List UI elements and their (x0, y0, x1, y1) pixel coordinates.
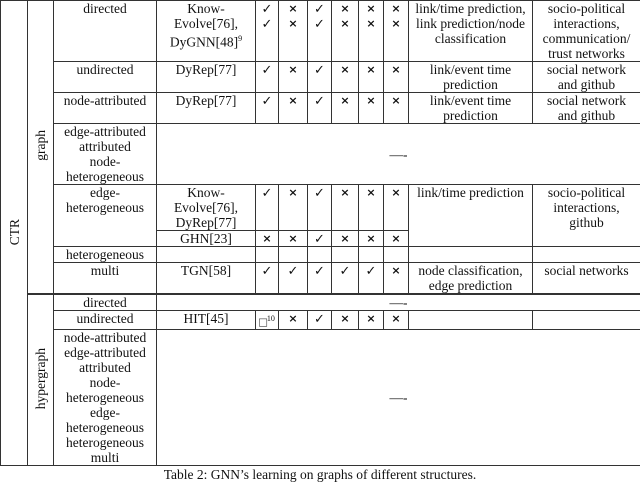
mark: ✓ (308, 62, 332, 93)
mark: × (332, 311, 359, 330)
no-method-dash: —- (157, 330, 640, 466)
empty-cell (279, 247, 308, 263)
type-cell: undirected (54, 311, 157, 330)
table-row (1, 247, 640, 263)
task-cell: link/event time prediction (409, 62, 533, 93)
mark: × (359, 311, 384, 330)
type-cell: directed (54, 1, 157, 62)
mark: ✓ (308, 263, 332, 295)
empty-cell (409, 311, 533, 330)
method-cell: TGN[58] (157, 263, 256, 295)
type-cell: edge- heterogeneous (54, 185, 157, 247)
table-row (1, 124, 640, 185)
method-cell (157, 1, 256, 62)
type-cell: node-attributed edge-attributed attributed node- heterogeneous edge- heterogeneous heterogeneous multi (54, 330, 157, 466)
mark: × (359, 62, 384, 93)
mark: ✓ (256, 185, 279, 231)
group-graph (28, 1, 54, 295)
mark: × (332, 231, 359, 247)
mark: × (279, 311, 308, 330)
mark: ✓ (256, 62, 279, 93)
mark: × (256, 231, 279, 247)
mark: × (384, 311, 409, 330)
app-cell: social network and github (533, 62, 640, 93)
mark: × (332, 62, 359, 93)
mark: ✓ (308, 93, 332, 124)
method-text: Know- Evolve[76], DyGNN[48] (170, 1, 238, 50)
mark: × (359, 185, 384, 231)
method-cell: Know- Evolve[76], DyRep[77] (157, 185, 256, 231)
footnote: 10 (267, 314, 275, 323)
mark (256, 311, 279, 330)
mark: × (359, 231, 384, 247)
empty-cell (332, 247, 359, 263)
mark: × (384, 185, 409, 231)
no-method-dash: —- (157, 124, 640, 185)
table-caption: Table 2: GNN’s learning on graphs of different structures. (0, 467, 640, 483)
mark: × (384, 93, 409, 124)
group-label: hypergraph (33, 348, 48, 409)
method-cell: GHN[23] (157, 231, 256, 247)
mark: ✓ (359, 263, 384, 295)
mark: × × (279, 1, 308, 62)
table-row (1, 330, 640, 466)
mark: × (332, 93, 359, 124)
task-cell: node classification, edge prediction (409, 263, 533, 295)
mark: × (332, 185, 359, 231)
mark: ✓ (308, 311, 332, 330)
group-ctr (1, 1, 28, 466)
mark: × × (384, 1, 409, 62)
mark: × (384, 62, 409, 93)
table-row (1, 263, 640, 295)
table-row (1, 185, 640, 231)
mark: ✓ (256, 263, 279, 295)
partial-mark: □ (259, 314, 267, 329)
mark: × × (332, 1, 359, 62)
mark: × (359, 93, 384, 124)
app-cell: socio-political interactions, communication/ trust networks (533, 1, 640, 62)
app-cell: social network and github (533, 93, 640, 124)
table-row (1, 62, 640, 93)
task-cell: link/event time prediction (409, 93, 533, 124)
mark: × (279, 93, 308, 124)
footnote: 9 (238, 34, 242, 43)
mark: × (279, 185, 308, 231)
mark: ✓ (332, 263, 359, 295)
group-hypergraph (28, 294, 54, 466)
mark: × (279, 62, 308, 93)
task-cell: link/time prediction (409, 185, 533, 247)
type-cell: edge-attributed attributed node- heterogeneous (54, 124, 157, 185)
group-label: CTR (7, 219, 22, 245)
app-cell: social networks (533, 263, 640, 295)
type-cell: undirected (54, 62, 157, 93)
mark: ✓ (256, 93, 279, 124)
empty-cell (157, 247, 256, 263)
no-method-dash: —- (157, 294, 640, 311)
mark: × (279, 231, 308, 247)
group-label: graph (33, 130, 48, 161)
empty-cell (409, 247, 533, 263)
empty-cell (533, 311, 640, 330)
mark: ✓ ✓ (308, 1, 332, 62)
method-cell: DyRep[77] (157, 93, 256, 124)
table-row (1, 311, 640, 330)
empty-cell (533, 247, 640, 263)
table-row (1, 1, 640, 62)
empty-cell (308, 247, 332, 263)
mark: ✓ (308, 185, 332, 231)
method-cell: DyRep[77] (157, 62, 256, 93)
task-cell: link/time prediction, link prediction/node classification (409, 1, 533, 62)
mark: ✓ (279, 263, 308, 295)
mark: ✓ ✓ (256, 1, 279, 62)
table-row (1, 294, 640, 311)
type-cell: heterogeneous (54, 247, 157, 263)
mark: × (384, 263, 409, 295)
mark: × (384, 231, 409, 247)
type-cell: directed (54, 294, 157, 311)
method-cell: HIT[45] (157, 311, 256, 330)
type-cell: multi (54, 263, 157, 295)
mark: ✓ (308, 231, 332, 247)
table-row (1, 93, 640, 124)
empty-cell (359, 247, 384, 263)
empty-cell (256, 247, 279, 263)
mark: × × (359, 1, 384, 62)
empty-cell (384, 247, 409, 263)
type-cell: node-attributed (54, 93, 157, 124)
app-cell: socio-political interactions, github (533, 185, 640, 247)
